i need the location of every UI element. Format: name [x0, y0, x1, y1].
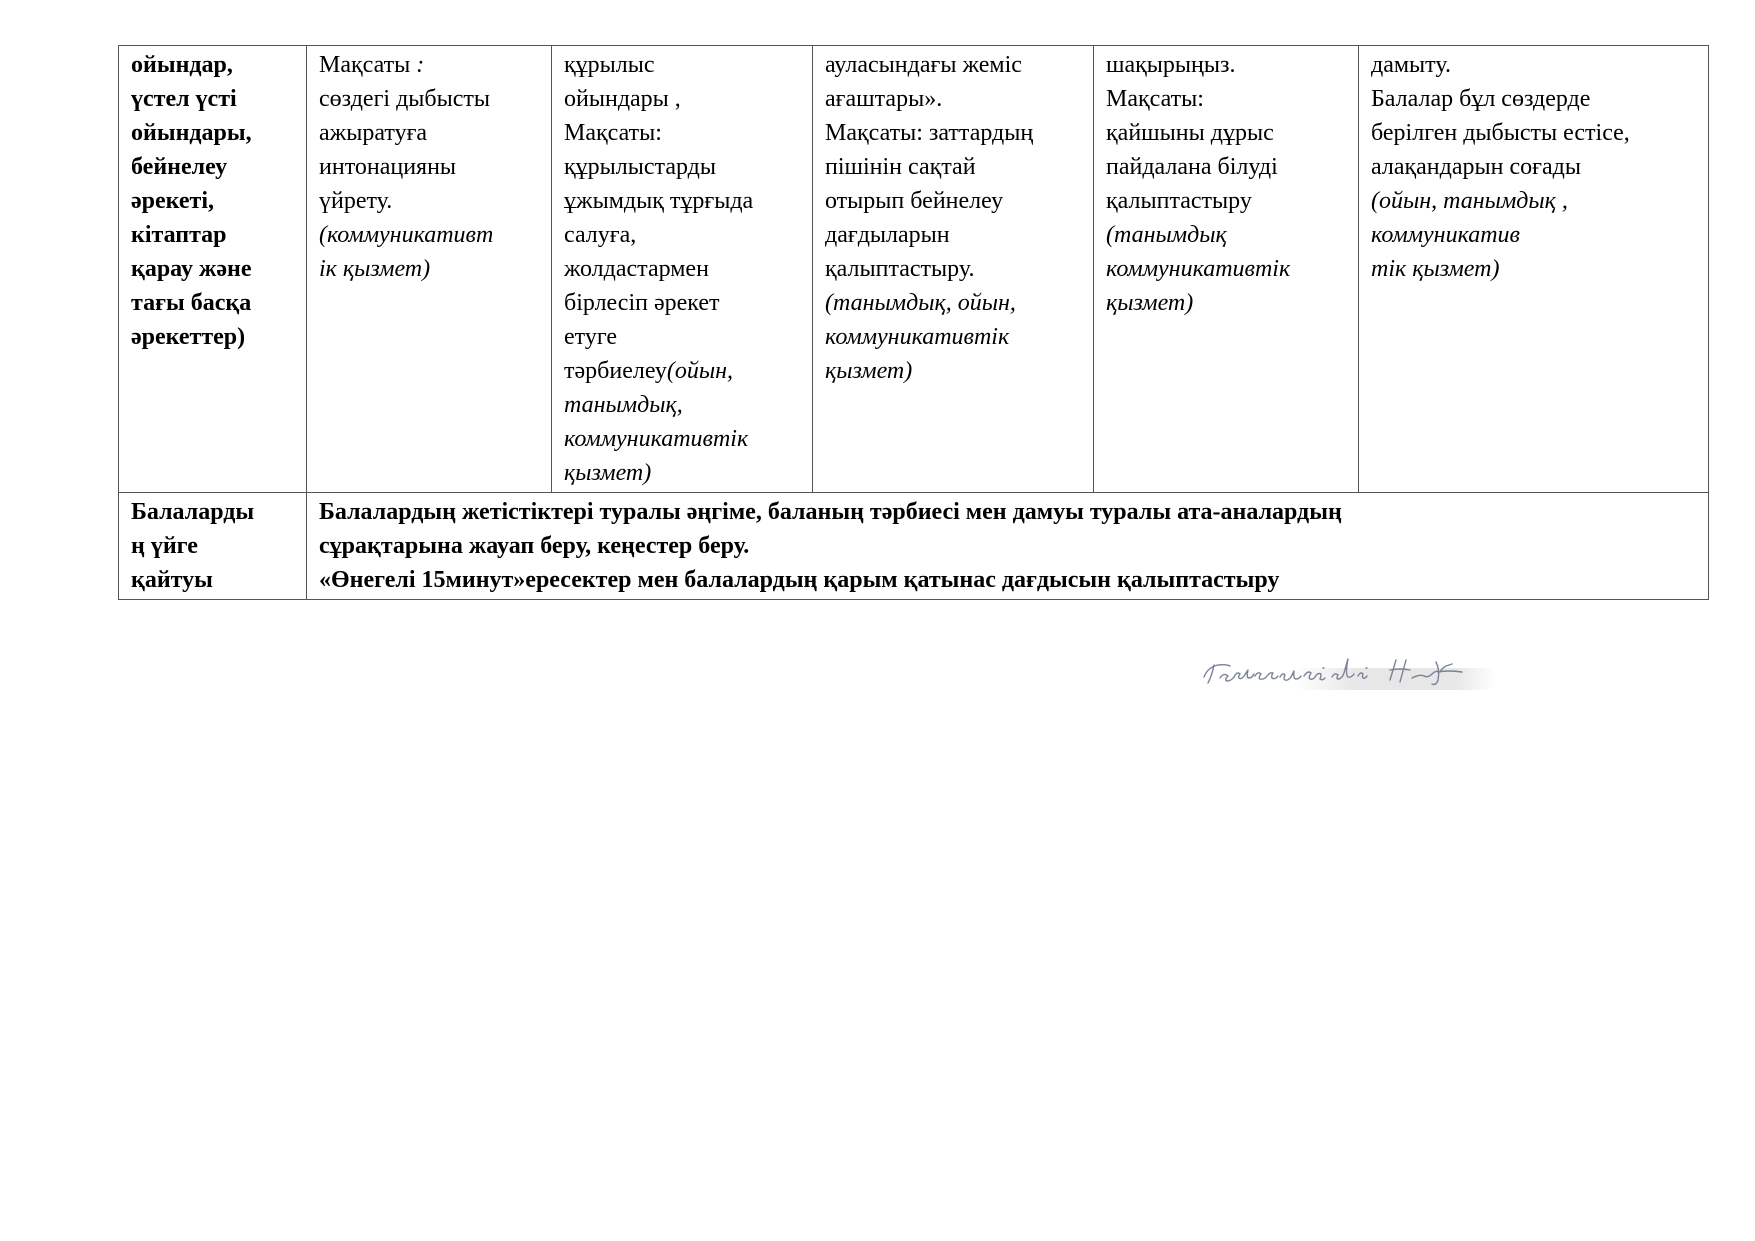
activity-type-note: (коммуникативт ік қызмет) — [319, 222, 494, 282]
cell-text: Мақсаты — [319, 52, 417, 78]
activity-type-note: (ойын, танымдық , коммуникатив тік қызмет) — [1371, 188, 1568, 282]
tuesday-cell — [552, 46, 813, 493]
going-home-description: Балалардың жетістіктері туралы әңгіме, баланың тәрбиесі мен дамуы туралы ата-аналардың сұрақтарына жауап беру, кеңестер беру. «Өнегелі 15минут»ересектер мен балалардың қарым қатынас дағдысын қалыптастыру — [307, 493, 1709, 600]
monday-cell — [307, 46, 552, 493]
cell-text: ауласындағы жеміс ағаштары». Мақсаты: заттардың пішінін сақтай отырып бейнелеу дағдыларын қалыптастыру. — [825, 52, 1034, 282]
activity-type-note: (ойын, танымдық, коммуникативтік қызмет) — [564, 358, 749, 486]
activity-type-note: (танымдық, ойын, коммуникативтік қызмет) — [825, 290, 1016, 384]
friday-cell — [1359, 46, 1709, 493]
thursday-cell — [1094, 46, 1359, 493]
section-label-cell: Балаларды ң үйге қайтуы — [119, 493, 307, 600]
wednesday-cell — [813, 46, 1094, 493]
activity-type-note: (танымдық коммуникативтік қызмет) — [1106, 222, 1291, 316]
cell-text: сөздегі дыбысты ажыратуға интонацияны үйрету. — [319, 86, 491, 214]
cell-text: дамыту. Балалар бұл сөздерде берілген дыбысты естісе, алақандарын соғады — [1371, 52, 1630, 180]
table-row — [119, 46, 1709, 493]
handwritten-signature-icon — [1200, 650, 1500, 700]
cell-text: шақырыңыз. Мақсаты: қайшыны дұрыс пайдалана білуді қалыптастыру — [1106, 52, 1278, 214]
signature — [1200, 650, 1500, 700]
daily-plan-table — [118, 45, 1709, 600]
activity-type-cell: ойындар, үстел үсті ойындары, бейнелеу әрекеті, кітаптар қарау және тағы басқа әрекеттер) — [119, 46, 307, 493]
cell-colon: : — [416, 52, 425, 78]
cell-text: құрылыс ойындары , Мақсаты: құрылыстарды ұжымдық тұрғыда салуға, жолдастармен бірлесіп әрекет етуге тәрбиелеу — [564, 52, 754, 384]
table-row — [119, 493, 1709, 600]
